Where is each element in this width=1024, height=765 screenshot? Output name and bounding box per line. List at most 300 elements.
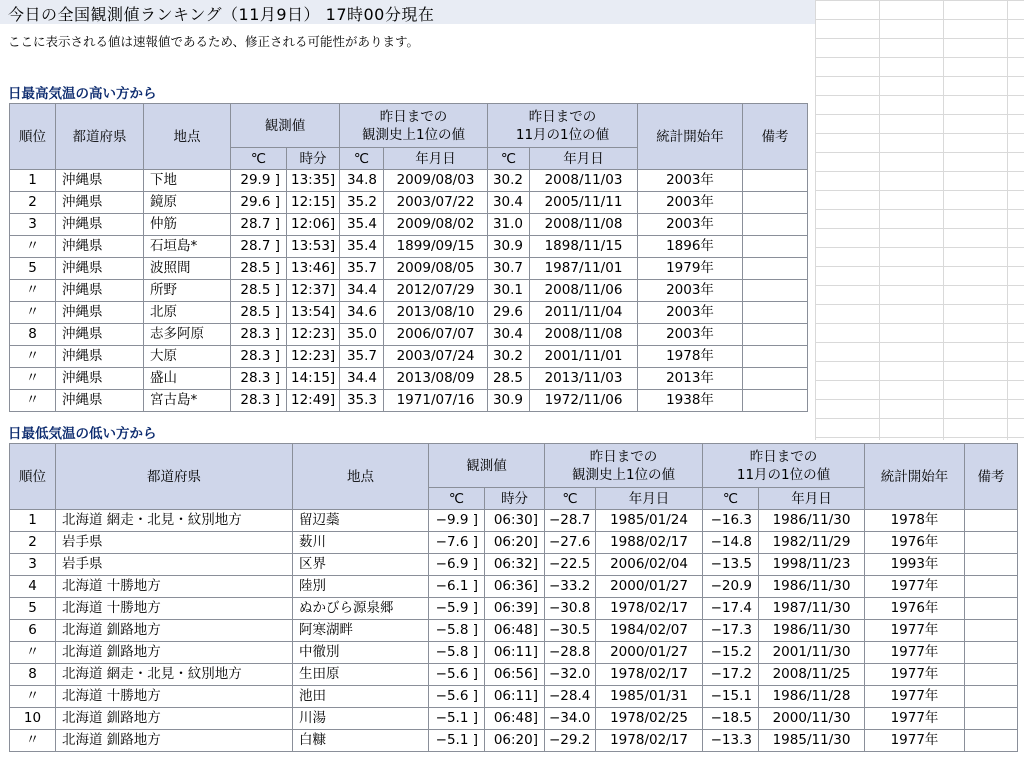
page-header [0,0,815,24]
cell-record-all-date: 2000/01/27 [596,642,703,664]
cell-prefecture: 沖縄県 [56,258,144,280]
header-record-all [340,104,488,148]
header-prefecture: 都道府県 [56,104,144,170]
cell-record-all-date: 2013/08/10 [384,302,488,324]
cell-rank: 〃 [10,686,56,708]
cell-start-year: 1976年 [865,598,965,620]
table-row [10,368,808,390]
cell-record-all-date: 2009/08/03 [384,170,488,192]
cell-rank: 5 [10,598,56,620]
cell-remarks [743,192,808,214]
cell-record-all-value: 34.4 [340,280,384,302]
cell-start-year: 1977年 [865,664,965,686]
cell-record-all-date: 1978/02/25 [596,708,703,730]
cell-record-month-date: 1987/11/01 [530,258,638,280]
cell-record-month-date: 1972/11/06 [530,390,638,412]
header-record-all-line1: 昨日までの [379,108,448,125]
header-all-deg: ℃ [340,148,384,170]
cell-start-year: 1896年 [638,236,743,258]
cell-observed-value: 28.5 ] [231,258,287,280]
cell-record-month-date: 2001/11/01 [530,346,638,368]
cell-observed-value: −5.6 ] [429,686,485,708]
cell-record-month-value: 30.7 [488,258,530,280]
cell-record-all-date: 2009/08/02 [384,214,488,236]
cell-record-all-date: 2009/08/05 [384,258,488,280]
cell-prefecture: 沖縄県 [56,346,144,368]
cell-prefecture: 沖縄県 [56,390,144,412]
cell-record-all-date: 1978/02/17 [596,730,703,752]
cell-record-all-date: 1985/01/24 [596,510,703,532]
cell-rank: 〃 [10,642,56,664]
cell-record-month-value: 30.9 [488,390,530,412]
cell-start-year: 2003年 [638,192,743,214]
cell-prefecture: 北海道 網走・北見・紋別地方 [56,510,293,532]
cell-remarks [743,368,808,390]
cell-observed-value: 28.3 ] [231,346,287,368]
cell-rank: 2 [10,532,56,554]
table-row [10,510,1018,532]
header-point: 地点 [293,444,429,510]
cell-record-month-value: 30.4 [488,192,530,214]
cell-start-year: 1976年 [865,532,965,554]
cell-remarks [743,390,808,412]
cell-start-year: 1977年 [865,576,965,598]
cell-record-month-date: 2008/11/08 [530,214,638,236]
cell-record-all-value: −34.0 [545,708,596,730]
cell-observed-time: 12:23] [287,346,340,368]
header-record-month-line2: 11月の1位の値 [515,126,610,143]
notice-text: ここに表示される値は速報値であるため、修正される可能性があります。 [8,34,420,49]
cell-observed-value: −5.8 ] [429,620,485,642]
cell-observed-value: −5.1 ] [429,708,485,730]
cell-observed-time: 13:53] [287,236,340,258]
cell-remarks [965,576,1018,598]
cell-record-month-date: 1998/11/23 [759,554,865,576]
cell-rank: 8 [10,664,56,686]
cell-observed-time: 12:23] [287,324,340,346]
cell-rank: 〃 [10,368,56,390]
cell-start-year: 1979年 [638,258,743,280]
table-row [10,236,808,258]
cell-remarks [965,642,1018,664]
cell-start-year: 2003年 [638,324,743,346]
cell-record-month-value: −15.1 [703,686,759,708]
cell-observed-time: 06:36] [485,576,545,598]
table-row [10,664,1018,686]
table-row [10,280,808,302]
cell-observed-value: −6.1 ] [429,576,485,598]
cell-observed-value: 29.6 ] [231,192,287,214]
cell-remarks [965,554,1018,576]
cell-record-all-date: 1985/01/31 [596,686,703,708]
table-row [10,730,1018,752]
cell-start-year: 1977年 [865,642,965,664]
cell-record-all-value: −30.5 [545,620,596,642]
cell-rank: 3 [10,554,56,576]
cell-prefecture: 北海道 釧路地方 [56,642,293,664]
cell-prefecture: 北海道 網走・北見・紋別地方 [56,664,293,686]
cell-rank: 8 [10,324,56,346]
cell-observed-time: 06:11] [485,686,545,708]
header-start-year: 統計開始年 [865,444,965,510]
cell-start-year: 1938年 [638,390,743,412]
cell-observed-value: 28.3 ] [231,368,287,390]
cell-point: 中徹別 [293,642,429,664]
cell-remarks [743,346,808,368]
cell-record-month-value: −18.5 [703,708,759,730]
cell-prefecture: 北海道 釧路地方 [56,730,293,752]
cell-record-all-value: −30.8 [545,598,596,620]
cell-observed-value: 29.9 ] [231,170,287,192]
table-row [10,214,808,236]
cell-point: 生田原 [293,664,429,686]
cell-record-all-date: 2003/07/24 [384,346,488,368]
cell-record-month-value: 30.2 [488,170,530,192]
cell-remarks [743,170,808,192]
cell-record-month-date: 2000/11/30 [759,708,865,730]
table-row [10,554,1018,576]
cell-observed-time: 06:20] [485,730,545,752]
cell-start-year: 2013年 [638,368,743,390]
cell-record-all-date: 2006/07/07 [384,324,488,346]
cell-rank: 〃 [10,390,56,412]
header-prefecture: 都道府県 [56,444,293,510]
cell-start-year: 1978年 [865,510,965,532]
cell-point: 薮川 [293,532,429,554]
cell-record-month-date: 1986/11/30 [759,620,865,642]
table-row [10,390,808,412]
cell-prefecture: 岩手県 [56,554,293,576]
cell-prefecture: 岩手県 [56,532,293,554]
table-row [10,686,1018,708]
cell-start-year: 2003年 [638,170,743,192]
cell-record-all-date: 1899/09/15 [384,236,488,258]
cell-record-all-value: 34.4 [340,368,384,390]
cell-observed-time: 13:46] [287,258,340,280]
cell-prefecture: 沖縄県 [56,170,144,192]
cell-point: 阿寒湖畔 [293,620,429,642]
cell-remarks [965,664,1018,686]
cell-record-all-value: −27.6 [545,532,596,554]
cell-point: 川湯 [293,708,429,730]
cell-rank: 10 [10,708,56,730]
cell-prefecture: 沖縄県 [56,214,144,236]
low-temp-table-body [10,510,1018,752]
cell-rank: 〃 [10,730,56,752]
table-row [10,576,1018,598]
table-row [10,258,808,280]
cell-observed-time: 06:48] [485,620,545,642]
cell-observed-time: 12:15] [287,192,340,214]
cell-record-month-date: 1986/11/30 [759,576,865,598]
header-record-month-line1: 昨日までの [528,108,597,125]
cell-remarks [743,280,808,302]
cell-point: 北原 [144,302,231,324]
cell-record-month-date: 2011/11/04 [530,302,638,324]
cell-record-month-value: 30.9 [488,236,530,258]
header-month-deg: ℃ [488,148,530,170]
cell-rank: 4 [10,576,56,598]
cell-observed-time: 06:32] [485,554,545,576]
table-row [10,346,808,368]
cell-observed-time: 12:37] [287,280,340,302]
cell-observed-time: 06:11] [485,642,545,664]
header-all-date: 年月日 [384,148,488,170]
high-temp-table-body [10,170,808,412]
cell-observed-value: −5.6 ] [429,664,485,686]
cell-record-month-date: 2008/11/06 [530,280,638,302]
cell-remarks [743,258,808,280]
cell-record-all-value: −28.4 [545,686,596,708]
cell-observed-time: 12:06] [287,214,340,236]
table-row [10,192,808,214]
header-record-month-line2: 11月の1位の値 [736,466,831,483]
table-row [10,708,1018,730]
cell-rank: 〃 [10,346,56,368]
cell-observed-time: 13:35] [287,170,340,192]
cell-record-all-date: 2006/02/04 [596,554,703,576]
cell-record-month-value: −20.9 [703,576,759,598]
cell-observed-value: −5.1 ] [429,730,485,752]
cell-record-month-value: −14.8 [703,532,759,554]
cell-record-month-value: 31.0 [488,214,530,236]
cell-remarks [965,510,1018,532]
table-row [10,598,1018,620]
header-remarks: 備考 [743,104,808,170]
cell-record-month-date: 1987/11/30 [759,598,865,620]
table-row [10,170,808,192]
cell-prefecture: 沖縄県 [56,236,144,258]
cell-start-year: 2003年 [638,214,743,236]
cell-record-month-date: 1985/11/30 [759,730,865,752]
cell-rank: 3 [10,214,56,236]
cell-record-all-value: 34.8 [340,170,384,192]
header-observed: 観測値 [231,104,340,148]
header-record-all-line2: 観測史上1位の値 [361,126,466,143]
cell-record-all-date: 1984/02/07 [596,620,703,642]
cell-record-all-value: −28.7 [545,510,596,532]
cell-record-month-value: 30.1 [488,280,530,302]
header-rank: 順位 [10,444,56,510]
cell-point: 下地 [144,170,231,192]
cell-record-all-value: 35.3 [340,390,384,412]
cell-record-all-value: −22.5 [545,554,596,576]
cell-rank: 1 [10,510,56,532]
low-temp-section-title: 日最低気温の低い方から [8,426,157,442]
header-month-date: 年月日 [759,488,865,510]
cell-record-all-date: 1978/02/17 [596,664,703,686]
cell-point: 留辺蘂 [293,510,429,532]
cell-remarks [743,214,808,236]
cell-rank: 6 [10,620,56,642]
cell-observed-time: 06:48] [485,708,545,730]
cell-record-all-value: −33.2 [545,576,596,598]
cell-rank: 〃 [10,302,56,324]
header-record-month [703,444,865,488]
cell-start-year: 1977年 [865,708,965,730]
cell-prefecture: 北海道 十勝地方 [56,576,293,598]
cell-prefecture: 北海道 釧路地方 [56,620,293,642]
header-start-year: 統計開始年 [638,104,743,170]
cell-point: 大原 [144,346,231,368]
cell-observed-value: 28.3 ] [231,390,287,412]
header-record-all [545,444,703,488]
cell-point: 盛山 [144,368,231,390]
cell-observed-value: −7.6 ] [429,532,485,554]
cell-start-year: 1978年 [638,346,743,368]
cell-point: 白糠 [293,730,429,752]
cell-record-all-value: 35.4 [340,236,384,258]
cell-record-all-value: −29.2 [545,730,596,752]
cell-record-all-value: 34.6 [340,302,384,324]
cell-record-month-date: 1898/11/15 [530,236,638,258]
cell-record-month-value: 29.6 [488,302,530,324]
cell-observed-value: 28.5 ] [231,302,287,324]
low-temp-table [9,443,1018,752]
table-row [10,532,1018,554]
cell-record-month-date: 2005/11/11 [530,192,638,214]
high-temp-table [9,103,808,412]
header-all-date: 年月日 [596,488,703,510]
header-rank: 順位 [10,104,56,170]
cell-record-all-value: 35.2 [340,192,384,214]
cell-point: 鏡原 [144,192,231,214]
header-point: 地点 [144,104,231,170]
cell-remarks [743,236,808,258]
cell-point: 石垣島* [144,236,231,258]
cell-prefecture: 沖縄県 [56,192,144,214]
cell-observed-time: 06:20] [485,532,545,554]
cell-prefecture: 沖縄県 [56,280,144,302]
cell-record-month-date: 2001/11/30 [759,642,865,664]
cell-start-year: 1977年 [865,620,965,642]
cell-observed-value: 28.7 ] [231,214,287,236]
cell-prefecture: 北海道 釧路地方 [56,708,293,730]
cell-prefecture: 沖縄県 [56,368,144,390]
header-obs-time: 時分 [287,148,340,170]
header-remarks: 備考 [965,444,1018,510]
cell-record-all-date: 1988/02/17 [596,532,703,554]
header-obs-time: 時分 [485,488,545,510]
cell-remarks [965,708,1018,730]
header-record-month-line1: 昨日までの [749,448,818,465]
cell-record-all-date: 2012/07/29 [384,280,488,302]
cell-observed-value: −5.9 ] [429,598,485,620]
cell-prefecture: 北海道 十勝地方 [56,686,293,708]
table-row [10,302,808,324]
cell-observed-time: 14:15] [287,368,340,390]
page-title: 今日の全国観測値ランキング（11月9日） 17時00分現在 [8,5,435,24]
table-row [10,324,808,346]
cell-rank: 〃 [10,280,56,302]
cell-remarks [965,620,1018,642]
cell-record-all-value: −28.8 [545,642,596,664]
cell-record-month-value: −13.3 [703,730,759,752]
cell-record-all-value: 35.7 [340,346,384,368]
cell-point: 所野 [144,280,231,302]
cell-rank: 〃 [10,236,56,258]
cell-start-year: 1977年 [865,730,965,752]
cell-record-all-value: 35.0 [340,324,384,346]
cell-start-year: 2003年 [638,280,743,302]
cell-observed-time: 06:56] [485,664,545,686]
cell-point: ぬかびら源泉郷 [293,598,429,620]
cell-record-month-date: 2013/11/03 [530,368,638,390]
cell-remarks [743,324,808,346]
cell-record-month-date: 1986/11/28 [759,686,865,708]
spreadsheet-grid-background [815,0,1024,440]
cell-record-all-value: 35.7 [340,258,384,280]
cell-record-month-value: −16.3 [703,510,759,532]
cell-record-month-value: 28.5 [488,368,530,390]
header-observed: 観測値 [429,444,545,488]
cell-rank: 1 [10,170,56,192]
cell-record-month-value: −13.5 [703,554,759,576]
cell-observed-value: −9.9 ] [429,510,485,532]
cell-observed-value: 28.3 ] [231,324,287,346]
header-month-deg: ℃ [703,488,759,510]
cell-record-month-date: 1986/11/30 [759,510,865,532]
cell-remarks [965,686,1018,708]
cell-point: 宮古島* [144,390,231,412]
cell-record-all-date: 1978/02/17 [596,598,703,620]
cell-prefecture: 沖縄県 [56,302,144,324]
cell-point: 池田 [293,686,429,708]
table-row [10,642,1018,664]
cell-observed-time: 12:49] [287,390,340,412]
cell-observed-value: −5.8 ] [429,642,485,664]
cell-record-all-value: −32.0 [545,664,596,686]
header-record-all-line2: 観測史上1位の値 [571,466,676,483]
cell-record-month-value: −15.2 [703,642,759,664]
cell-observed-value: 28.7 ] [231,236,287,258]
cell-record-month-date: 1982/11/29 [759,532,865,554]
table-row [10,620,1018,642]
cell-record-month-value: −17.3 [703,620,759,642]
header-obs-deg: ℃ [429,488,485,510]
cell-remarks [743,302,808,324]
cell-record-month-date: 2008/11/03 [530,170,638,192]
cell-record-all-date: 2003/07/22 [384,192,488,214]
cell-record-all-date: 1971/07/16 [384,390,488,412]
cell-point: 陸別 [293,576,429,598]
cell-record-month-value: 30.2 [488,346,530,368]
high-temp-section-title: 日最高気温の高い方から [8,86,157,102]
cell-start-year: 2003年 [638,302,743,324]
cell-start-year: 1977年 [865,686,965,708]
cell-start-year: 1993年 [865,554,965,576]
cell-prefecture: 北海道 十勝地方 [56,598,293,620]
cell-observed-time: 06:39] [485,598,545,620]
cell-point: 波照間 [144,258,231,280]
cell-record-all-value: 35.4 [340,214,384,236]
cell-record-month-value: −17.4 [703,598,759,620]
cell-point: 区界 [293,554,429,576]
cell-record-all-date: 2000/01/27 [596,576,703,598]
cell-remarks [965,532,1018,554]
header-record-all-line1: 昨日までの [589,448,658,465]
cell-rank: 2 [10,192,56,214]
cell-record-month-date: 2008/11/25 [759,664,865,686]
cell-observed-time: 06:30] [485,510,545,532]
cell-record-month-value: −17.2 [703,664,759,686]
header-all-deg: ℃ [545,488,596,510]
cell-record-month-value: 30.4 [488,324,530,346]
header-record-month [488,104,638,148]
cell-observed-time: 13:54] [287,302,340,324]
cell-point: 仲筋 [144,214,231,236]
cell-record-month-date: 2008/11/08 [530,324,638,346]
